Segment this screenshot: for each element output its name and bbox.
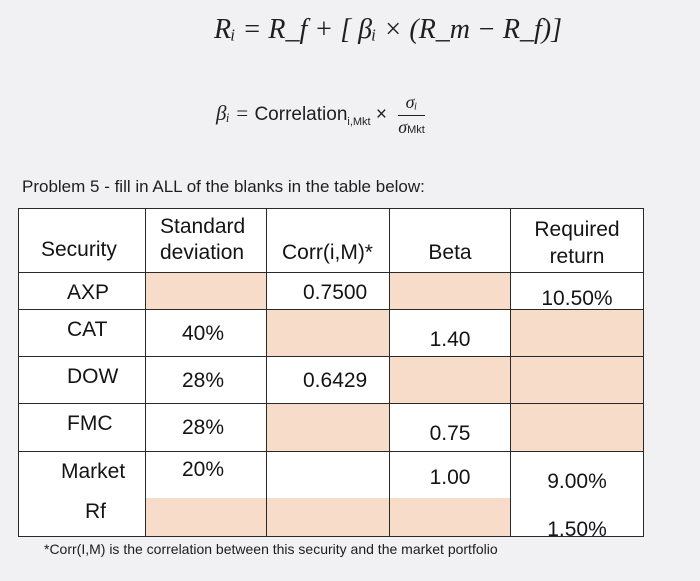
header-corr	[267, 208, 390, 273]
beta-formula-den-symbol: σ	[398, 117, 408, 137]
table-cell-ret	[511, 498, 644, 541]
cell-value-ret: 10.50%	[541, 287, 613, 310]
header-beta	[390, 208, 511, 273]
table-cell-corr	[267, 452, 390, 498]
table-cell-sd	[146, 498, 267, 537]
row-security-label: CAT	[67, 318, 108, 341]
cell-value-sd: 28%	[182, 416, 225, 439]
header-required-return	[511, 208, 644, 273]
header-security-label: Security	[41, 238, 117, 261]
security-table	[18, 208, 644, 541]
cell-value-beta: 0.75	[429, 422, 471, 445]
table-cell-beta	[390, 498, 511, 537]
table-cell-security	[18, 404, 146, 452]
header-security	[18, 208, 146, 273]
table-cell-corr	[267, 498, 390, 537]
cell-value-ret: 9.00%	[547, 470, 607, 493]
problem-statement: Problem 5 - fill in ALL of the blanks in the table below:	[22, 177, 425, 196]
capm-formula: Rᵢ = R_f + [ βᵢ × (R_m − R_f)]	[214, 14, 563, 45]
cell-value-corr: 0.7500	[303, 281, 368, 304]
table-cell-security	[18, 498, 146, 537]
header-corr-label: Corr(i,M)*	[282, 241, 373, 264]
table-cell-security	[18, 452, 146, 498]
table-footnote: *Corr(I,M) is the correlation between this security and the market portfolio	[44, 541, 498, 557]
table-cell-sd	[146, 273, 267, 310]
table-cell-corr	[267, 357, 390, 404]
table-cell-sd	[146, 357, 267, 404]
header-beta-label: Beta	[428, 241, 472, 264]
row-security-label: DOW	[67, 365, 119, 388]
table-cell-beta	[390, 273, 511, 310]
table-cell-ret	[511, 310, 644, 357]
row-security-label: AXP	[67, 281, 110, 304]
header-std-dev	[146, 208, 267, 273]
table-cell-beta	[390, 404, 511, 452]
cell-value-corr: 0.6429	[303, 369, 368, 392]
header-required-return-line1: Required	[534, 218, 620, 241]
beta-formula-correlation-sub: i,Mkt	[347, 115, 371, 128]
table-cell-ret	[511, 357, 644, 404]
cell-value-sd: 40%	[182, 322, 225, 345]
table-cell-beta	[390, 310, 511, 357]
beta-formula-numerator: σᵢ	[398, 92, 425, 116]
beta-formula-lhs: βᵢ =	[216, 100, 255, 125]
header-std-dev-line1: Standard	[160, 215, 246, 238]
table-cell-beta	[390, 357, 511, 404]
beta-formula-denominator	[398, 116, 425, 138]
cell-value-beta: 1.00	[429, 466, 471, 489]
table-cell-ret	[511, 273, 644, 310]
table-cell-sd	[146, 452, 267, 498]
table-cell-corr	[267, 273, 390, 310]
table-cell-security	[18, 310, 146, 357]
row-security-label: FMC	[67, 412, 113, 435]
table-cell-corr	[267, 310, 390, 357]
cell-value-beta: 1.40	[429, 328, 471, 351]
header-required-return-line2: return	[549, 245, 605, 268]
row-security-label: Market	[61, 460, 126, 483]
table-cell-corr	[267, 404, 390, 452]
table-cell-ret	[511, 452, 644, 498]
table-cell-sd	[146, 404, 267, 452]
table-cell-sd	[146, 310, 267, 357]
table-cell-security	[18, 273, 146, 310]
table-cell-beta	[390, 452, 511, 498]
beta-formula-fraction	[398, 92, 425, 138]
beta-formula-den-sub: Mkt	[407, 124, 425, 136]
beta-formula-times: ×	[375, 103, 387, 125]
cell-value-sd: 28%	[182, 369, 225, 392]
header-std-dev-line2: deviation	[160, 241, 245, 264]
beta-formula-correlation: Correlation	[254, 103, 348, 125]
beta-formula	[216, 92, 425, 138]
cell-value-sd: 20%	[182, 458, 225, 481]
table-cell-security	[18, 357, 146, 404]
cell-value-ret: 1.50%	[547, 518, 607, 541]
row-security-label: Rf	[85, 500, 106, 523]
table-cell-ret	[511, 404, 644, 452]
